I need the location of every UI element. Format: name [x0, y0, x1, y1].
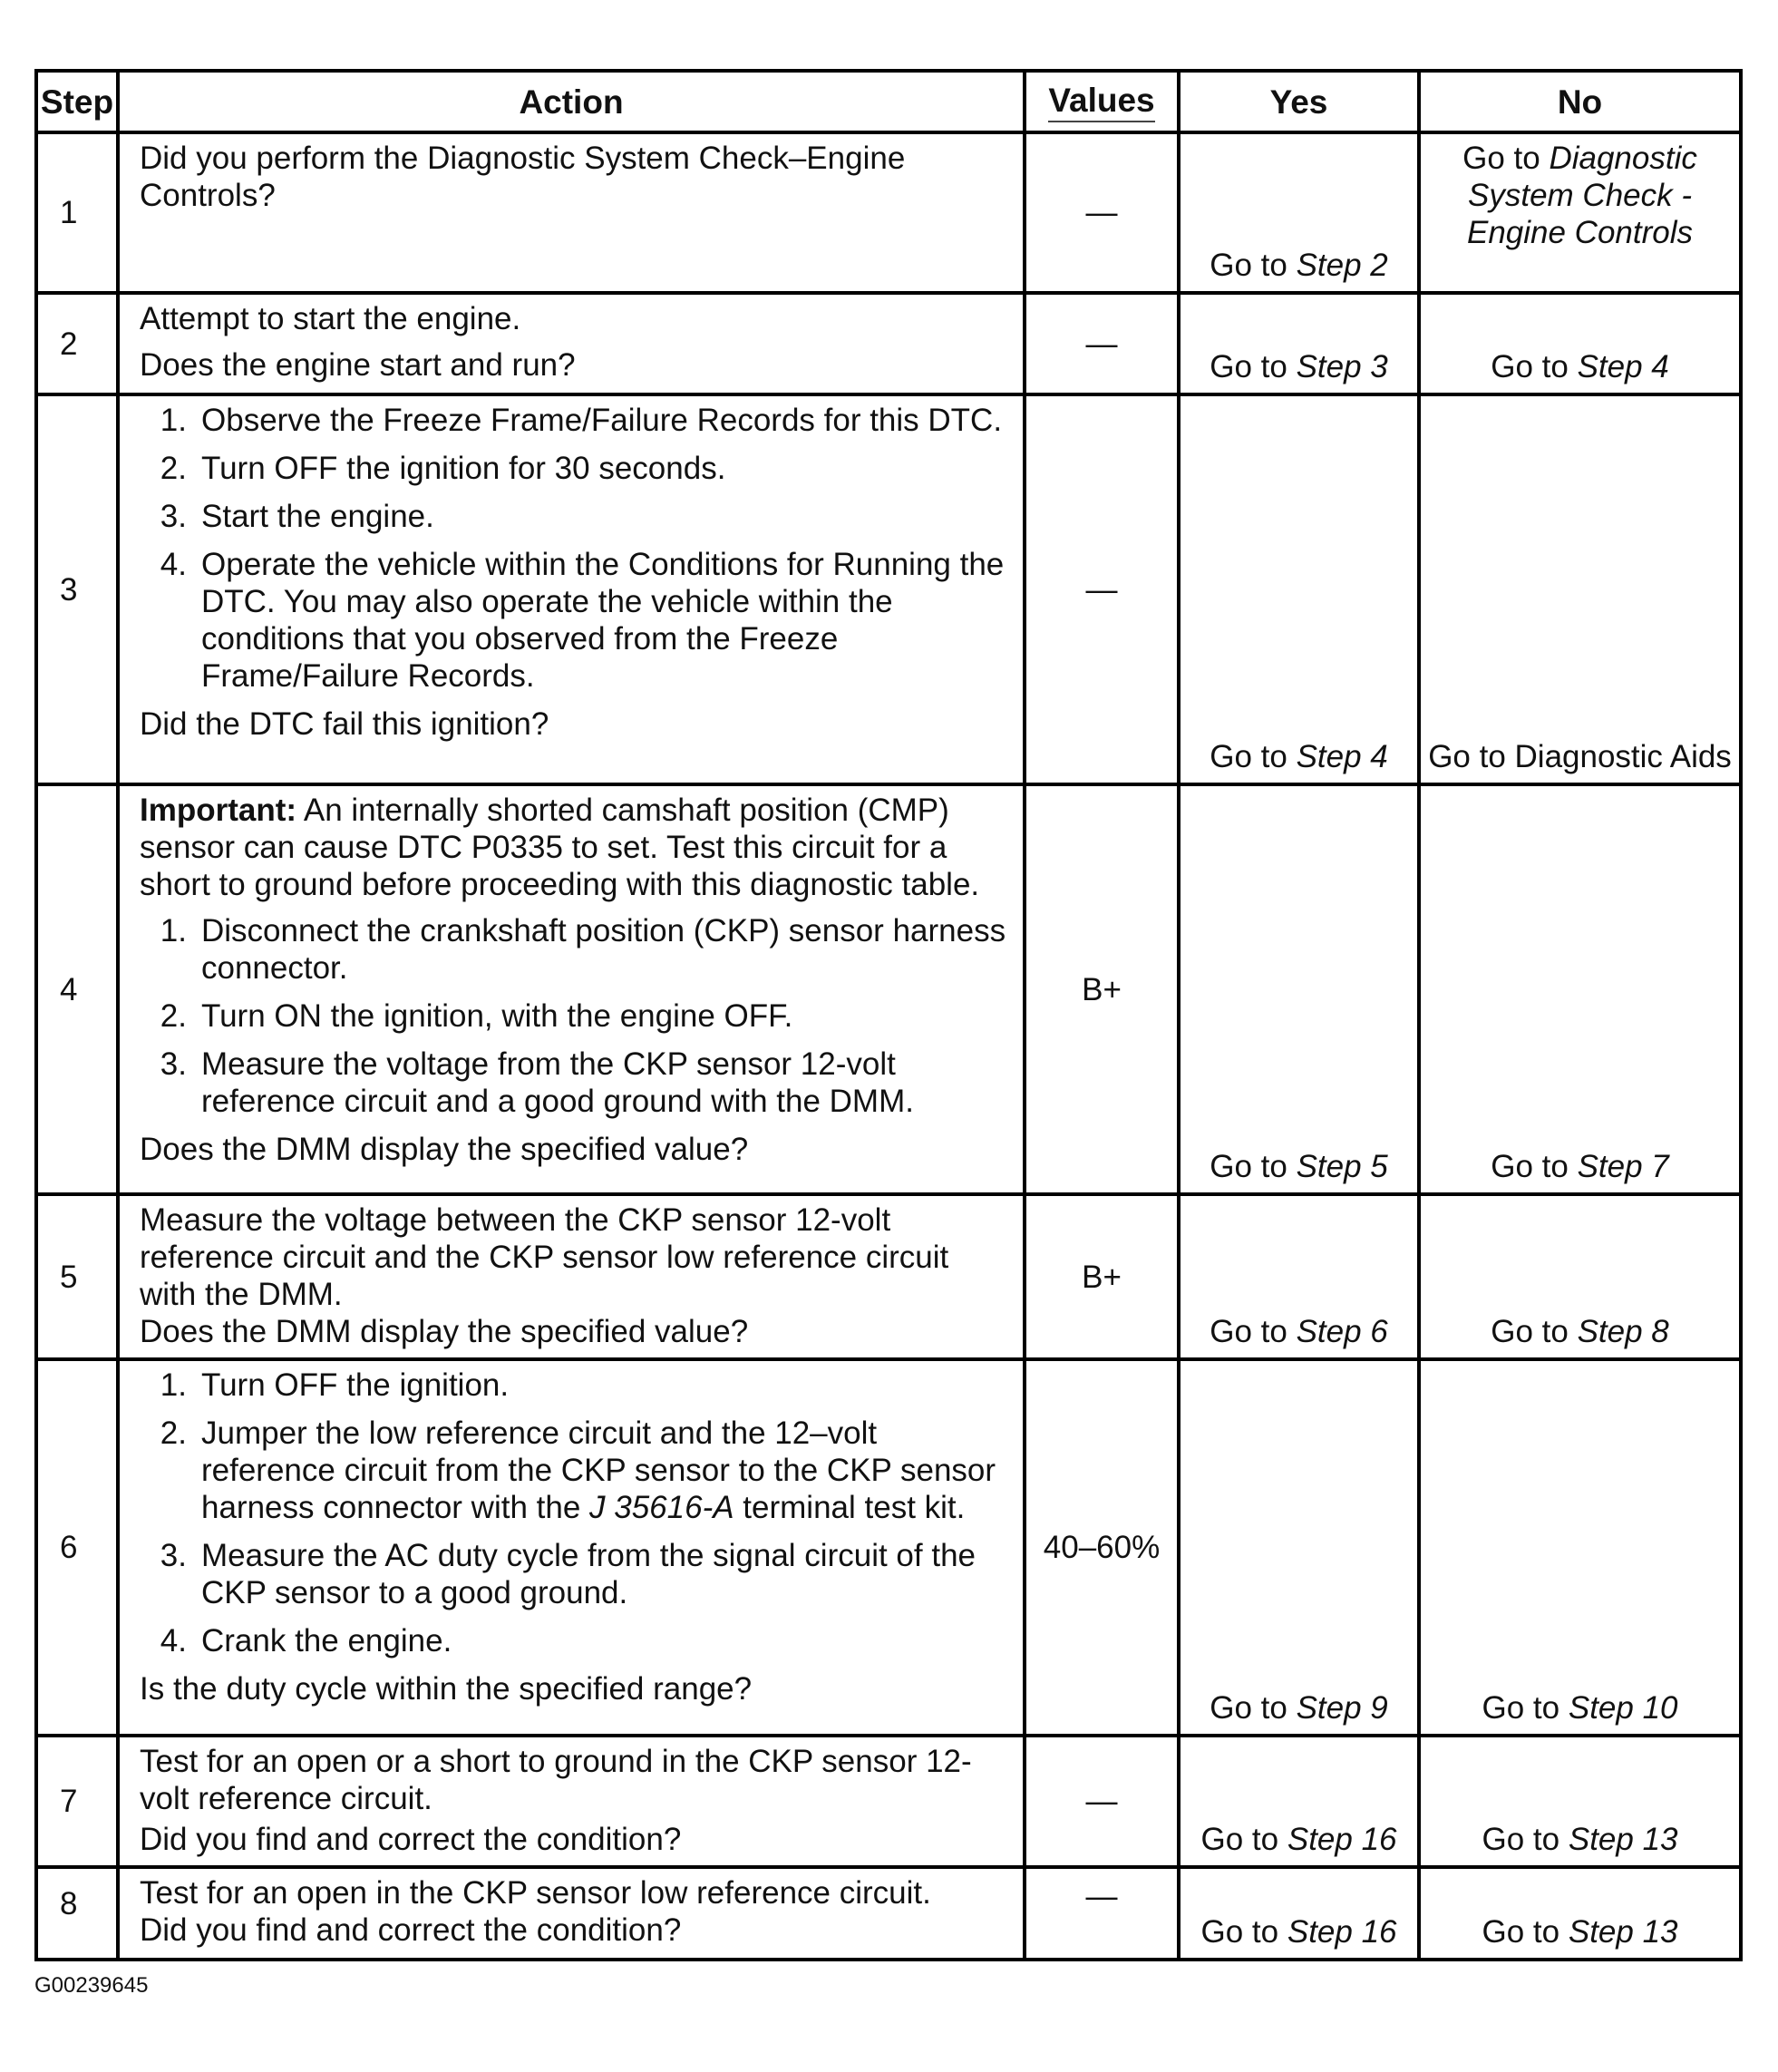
step-number: 2 [36, 293, 118, 394]
list-item-text: Measure the AC duty cycle from the signal circuit of the CKP sensor to a good ground. [201, 1538, 976, 1610]
section-reference-link[interactable]: Diagnostic System Check - Engine Controls [1466, 141, 1697, 250]
go-to-label: Go to [1491, 1314, 1569, 1349]
go-to-label: Go to [1210, 349, 1287, 384]
important-label: Important: [140, 793, 297, 828]
go-to-label: Go to [1200, 1822, 1279, 1857]
go-to-label: Go to [1482, 1914, 1560, 1950]
list-item-text: Turn ON the ignition, with the engine OFF. [201, 998, 793, 1034]
action-question: Does the engine start and run? [140, 347, 576, 383]
action-instruction: Test for an open in the CKP sensor low reference circuit. [140, 1875, 931, 1911]
list-item-text: Start the engine. [201, 499, 434, 534]
value-cell: — [1025, 132, 1179, 293]
list-item: 2. Turn ON the ignition, with the engine OFF. [140, 997, 1014, 1035]
header-action: Action [118, 71, 1025, 132]
action-cell [118, 1867, 1025, 1960]
table-row [36, 1867, 1741, 1960]
go-to-label: Go to [1210, 1149, 1287, 1184]
list-item-text: Turn OFF the ignition for 30 seconds. [201, 451, 726, 486]
no-cell [1419, 1736, 1741, 1867]
important-text: An internally shorted camshaft position (CMP) sensor can cause DTC P0335 to set. Test this circuit for a short to ground before proceeding with this diagnostic table. [140, 793, 980, 902]
figure-id: G00239645 [34, 1973, 149, 1998]
go-to-label: Go to [1210, 1314, 1287, 1349]
yes-cell [1179, 132, 1419, 293]
go-to-label: Go to [1210, 248, 1287, 283]
table-row [36, 1194, 1741, 1359]
value-cell: — [1025, 1736, 1179, 1867]
step-number: 7 [36, 1736, 118, 1867]
action-question: Did you perform the Diagnostic System Check–Engine Controls? [140, 141, 906, 213]
yes-cell [1179, 784, 1419, 1194]
no-cell [1419, 784, 1741, 1194]
no-cell [1419, 1194, 1741, 1359]
list-item: 3. Measure the AC duty cycle from the signal circuit of the CKP sensor to a good ground. [140, 1537, 1014, 1611]
list-item: 1. Turn OFF the ignition. [140, 1367, 1014, 1404]
no-cell [1419, 293, 1741, 394]
step-number: 8 [36, 1867, 118, 1960]
action-question: Does the DMM display the specified value? [140, 1132, 749, 1167]
action-cell [118, 1194, 1025, 1359]
step-number: 1 [36, 132, 118, 293]
action-instruction: Measure the voltage between the CKP sensor 12-volt reference circuit and the CKP sensor low reference circuit with the DMM. [140, 1202, 949, 1312]
list-item-text: Observe the Freeze Frame/Failure Records for this DTC. [201, 403, 1003, 438]
action-cell [118, 784, 1025, 1194]
step-reference-link[interactable]: Step 6 [1296, 1314, 1388, 1349]
list-item: 4. Crank the engine. [140, 1622, 1014, 1659]
table-row [36, 132, 1741, 293]
value-cell: — [1025, 293, 1179, 394]
table-row [36, 394, 1741, 784]
go-to-label: Go to [1210, 1690, 1287, 1726]
diagnostic-aids-link[interactable]: Go to Diagnostic Aids [1428, 739, 1732, 774]
list-item-text: Operate the vehicle within the Conditions for Running the DTC. You may also operate the vehicle within the conditions that you observed from the Freeze Frame/Failure Records. [201, 547, 1005, 694]
list-item: 1. Observe the Freeze Frame/Failure Records for this DTC. [140, 402, 1014, 439]
procedure-list [140, 402, 1014, 695]
header-values [1025, 71, 1179, 132]
important-note [140, 792, 1014, 903]
list-item-text: Turn OFF the ignition. [201, 1367, 510, 1403]
yes-cell [1179, 1867, 1419, 1960]
value-cell: B+ [1025, 784, 1179, 1194]
list-item: 1. Disconnect the crankshaft position (CKP) sensor harness connector. [140, 912, 1014, 987]
value-cell: — [1025, 394, 1179, 784]
value-cell: B+ [1025, 1194, 1179, 1359]
list-item-text: Jumper the low reference circuit and the 12–volt reference circuit from the CKP sensor to the CKP sensor harness connector with the J 35616-A terminal test kit. [201, 1415, 996, 1525]
list-item: 3. Start the engine. [140, 498, 1014, 535]
action-cell [118, 1359, 1025, 1736]
step-reference-link[interactable]: Step 4 [1577, 349, 1669, 384]
step-number: 5 [36, 1194, 118, 1359]
go-to-label: Go to [1200, 1914, 1279, 1950]
table-row [36, 293, 1741, 394]
go-to-label: Go to [1462, 141, 1540, 176]
yes-cell [1179, 1359, 1419, 1736]
step-reference-link[interactable]: Step 5 [1296, 1149, 1388, 1184]
step-reference-link[interactable]: Step 16 [1287, 1914, 1397, 1950]
step-reference-link[interactable]: Step 13 [1568, 1822, 1678, 1857]
action-question: Did you find and correct the condition? [140, 1822, 682, 1857]
go-to-label: Go to [1491, 1149, 1569, 1184]
list-item: 2. Turn OFF the ignition for 30 seconds. [140, 450, 1014, 487]
step-reference-link[interactable]: Step 9 [1296, 1690, 1388, 1726]
go-to-label: Go to [1482, 1822, 1560, 1857]
step-reference-link[interactable]: Step 16 [1287, 1822, 1397, 1857]
step-reference-link[interactable]: Step 8 [1577, 1314, 1669, 1349]
procedure-list [140, 912, 1014, 1120]
list-item: 3. Measure the voltage from the CKP sensor 12-volt reference circuit and a good ground with the DMM. [140, 1046, 1014, 1120]
no-cell [1419, 132, 1741, 293]
action-cell [118, 132, 1025, 293]
list-item: 2. Jumper the low reference circuit and the 12–volt reference circuit from the CKP sensor to the CKP sensor harness connector with the J 35616-A terminal test kit. [140, 1415, 1014, 1526]
header-row [36, 71, 1741, 132]
list-item-text: Crank the engine. [201, 1623, 452, 1659]
no-cell [1419, 1867, 1741, 1960]
action-question: Did you find and correct the condition? [140, 1912, 682, 1948]
go-to-label: Go to [1482, 1690, 1560, 1726]
yes-cell [1179, 293, 1419, 394]
action-question: Is the duty cycle within the specified range? [140, 1671, 753, 1707]
table-row [36, 1359, 1741, 1736]
action-cell [118, 293, 1025, 394]
step-reference-link[interactable]: Step 4 [1296, 739, 1388, 774]
value-cell: — [1025, 1867, 1179, 1960]
no-cell [1419, 394, 1741, 784]
step-number: 6 [36, 1359, 118, 1736]
header-yes: Yes [1179, 71, 1419, 132]
step-reference-link[interactable]: Step 7 [1577, 1149, 1669, 1184]
step-reference-link[interactable]: Step 3 [1296, 349, 1388, 384]
go-to-label: Go to [1210, 739, 1287, 774]
list-item-text: Disconnect the crankshaft position (CKP) sensor harness connector. [201, 913, 1006, 986]
table-row [36, 784, 1741, 1194]
header-no: No [1419, 71, 1741, 132]
step-reference-link[interactable]: Step 10 [1568, 1690, 1678, 1726]
no-cell [1419, 1359, 1741, 1736]
header-step: Step [36, 71, 118, 132]
action-question: Did the DTC fail this ignition? [140, 706, 549, 742]
list-item-text: Measure the voltage from the CKP sensor 12-volt reference circuit and a good ground with the DMM. [201, 1046, 914, 1119]
header-values-label: Values [1048, 82, 1154, 122]
step-number: 3 [36, 394, 118, 784]
action-instruction: Attempt to start the engine. [140, 301, 521, 336]
list-item: 4. Operate the vehicle within the Conditions for Running the DTC. You may also operate the vehicle within the conditions that you observed from the Freeze Frame/Failure Records. [140, 546, 1014, 695]
procedure-list [140, 1367, 1014, 1659]
table-row [36, 1736, 1741, 1867]
value-cell: 40–60% [1025, 1359, 1179, 1736]
yes-cell [1179, 394, 1419, 784]
step-reference-link[interactable]: Step 2 [1296, 248, 1388, 283]
go-to-label: Go to [1491, 349, 1569, 384]
yes-cell [1179, 1736, 1419, 1867]
action-cell [118, 394, 1025, 784]
action-question: Does the DMM display the specified value? [140, 1314, 749, 1349]
step-reference-link[interactable]: Step 13 [1568, 1914, 1678, 1950]
step-number: 4 [36, 784, 118, 1194]
diagnostic-table [34, 69, 1743, 1961]
tool-reference: J 35616-A [589, 1490, 734, 1525]
action-cell [118, 1736, 1025, 1867]
yes-cell [1179, 1194, 1419, 1359]
action-instruction: Test for an open or a short to ground in the CKP sensor 12-volt reference circuit. [140, 1744, 972, 1816]
